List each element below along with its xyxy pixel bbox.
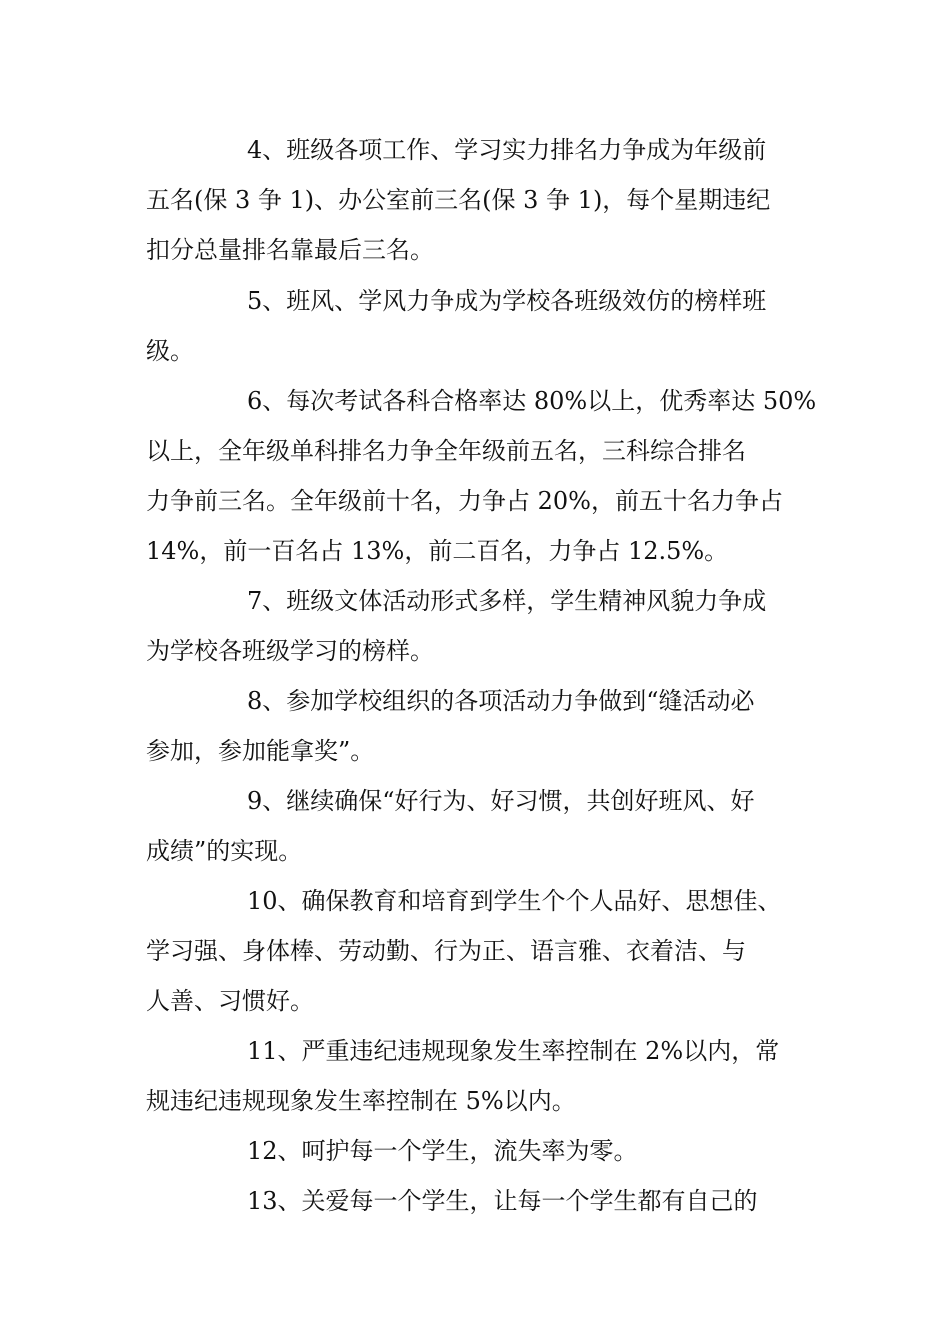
text-line: 扣分总量排名靠最后三名。 [146,236,434,264]
text-line: 以上，全年级单科排名力争全年级前五名，三科综合排名 [146,437,746,465]
text-line: 9、继续确保“好行为、好习惯，共创好班风、好 [247,787,755,815]
text-line: 11、严重违纪违规现象发生率控制在 2%以内，常 [247,1037,780,1065]
text-line: 力争前三名。全年级前十名，力争占 20%，前五十名力争占 [146,487,783,515]
text-line: 7、班级文体活动形式多样，学生精神风貌力争成 [247,587,767,615]
text-line: 10、确保教育和培育到学生个个人品好、思想佳、 [247,887,782,915]
text-line: 成绩”的实现。 [146,837,303,865]
text-line: 人善、习惯好。 [146,987,314,1015]
text-line: 五名(保 3 争 1)、办公室前三名(保 3 争 1)，每个星期违纪 [146,186,771,214]
text-line: 12、呵护每一个学生，流失率为零。 [247,1137,638,1165]
text-line: 规违纪违规现象发生率控制在 5%以内。 [146,1087,576,1115]
text-line: 4、班级各项工作、学习实力排名力争成为年级前 [247,136,767,164]
text-line: 14%，前一百名占 13%，前二百名，力争占 12.5%。 [146,537,729,565]
text-line: 学习强、身体棒、劳动勤、行为正、语言雅、衣着洁、与 [146,937,746,965]
text-line: 6、每次考试各科合格率达 80%以上，优秀率达 50% [247,387,817,415]
text-line: 8、参加学校组织的各项活动力争做到“缝活动必 [247,687,755,715]
text-line: 为学校各班级学习的榜样。 [146,637,434,665]
text-line: 5、班风、学风力争成为学校各班级效仿的榜样班 [247,287,767,315]
text-line: 级。 [146,337,194,365]
text-line: 13、关爱每一个学生，让每一个学生都有自己的 [247,1187,758,1215]
text-line: 参加，参加能拿奖”。 [146,737,375,765]
